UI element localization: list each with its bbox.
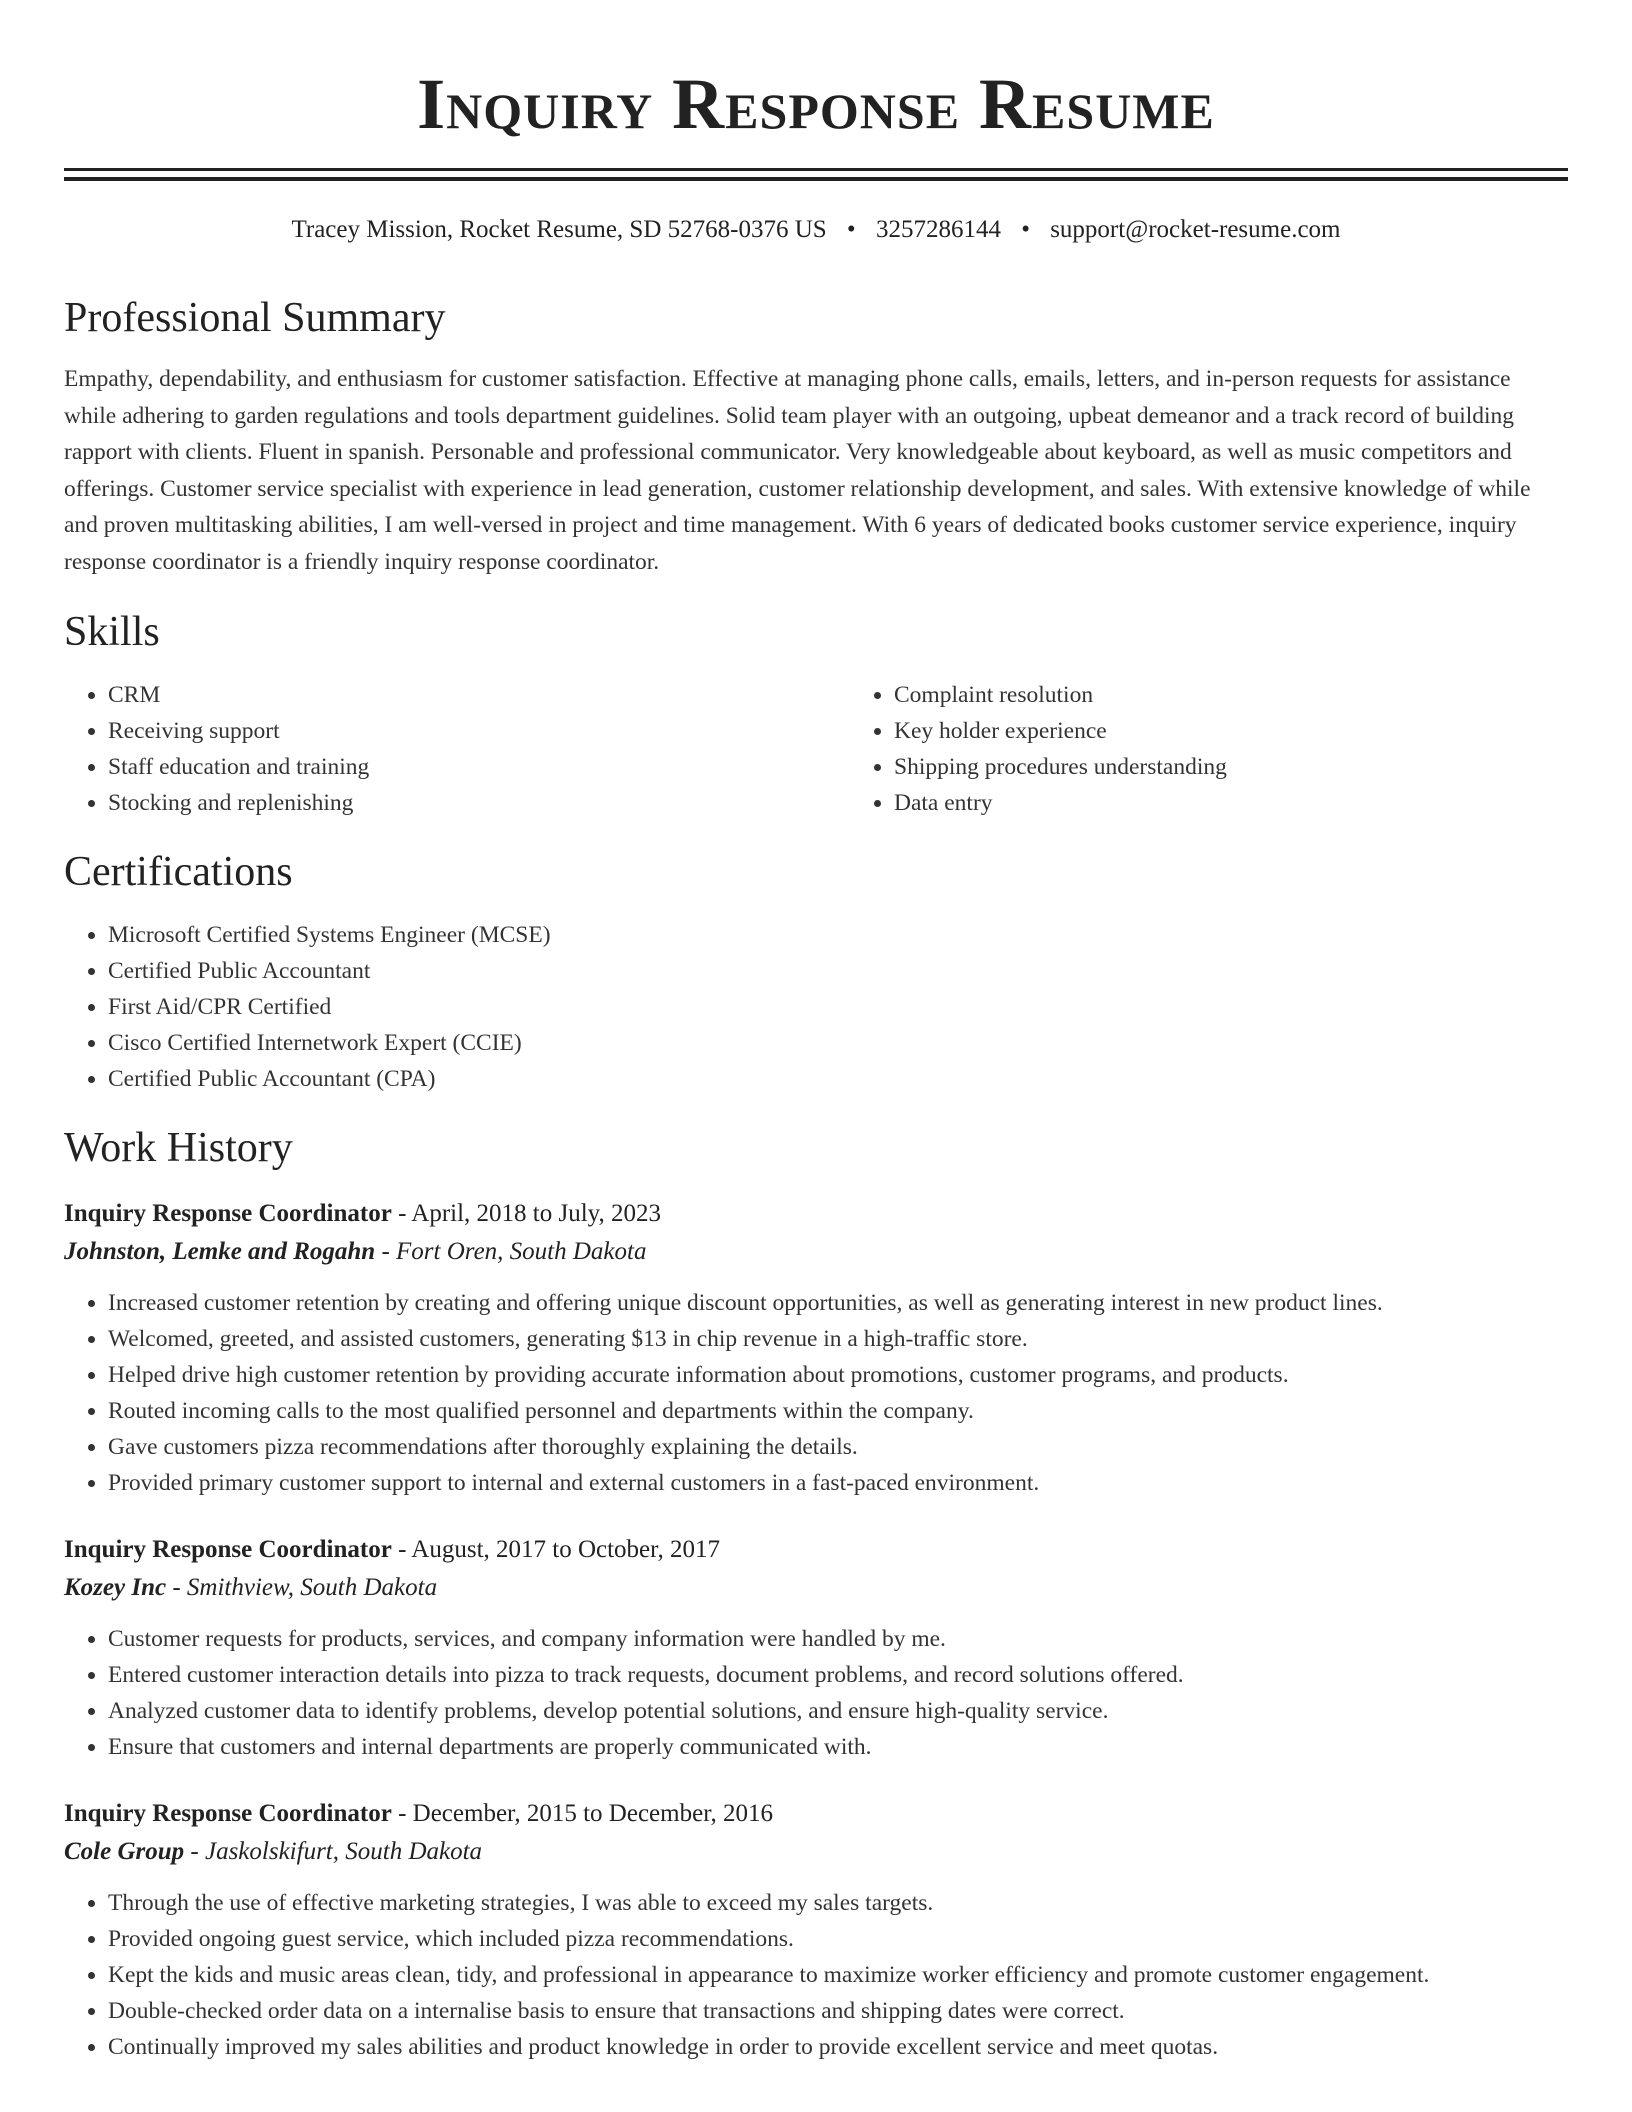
job-entry <box>64 1195 1568 1501</box>
job-entry <box>64 1795 1568 2065</box>
summary-heading: Professional Summary <box>64 295 446 341</box>
job-bullet: • Customer requests for products, services, and company information were handled by me. <box>108 1621 1568 1657</box>
job-company-line <box>64 1569 1568 1607</box>
job-company: Kozey Inc <box>64 1573 167 1601</box>
job-dash: - <box>391 1199 412 1227</box>
job-role: Inquiry Response Coordinator <box>64 1799 392 1827</box>
contact-line <box>64 215 1568 245</box>
job-dash: - <box>391 1535 412 1563</box>
work-history-heading: Work History <box>64 1124 293 1171</box>
job-dash: - <box>166 1573 187 1601</box>
job-dash: - <box>391 1799 413 1827</box>
contact-email: support@rocket-resume.com <box>1050 216 1341 243</box>
job-dates: August, 2017 to October, 2017 <box>411 1535 720 1563</box>
job-bullet: • Through the use of effective marketing strategies, I was able to exceed my sales targets. <box>108 1885 1568 1921</box>
skill-item: • Data entry <box>894 785 1568 821</box>
job-bullet: • Provided ongoing guest service, which included pizza recommendations. <box>108 1921 1568 1957</box>
certification-item: • Microsoft Certified Systems Engineer (MCSE) <box>108 917 1568 953</box>
certifications-list <box>64 917 1568 1097</box>
job-location: Jaskolskifurt, South Dakota <box>204 1837 483 1865</box>
job-bullet: • Provided primary customer support to internal and external customers in a fast-paced environment. <box>108 1465 1568 1501</box>
job-bullet: • Gave customers pizza recommendations after thoroughly explaining the details. <box>108 1429 1568 1465</box>
job-dates: April, 2018 to July, 2023 <box>411 1199 662 1227</box>
skill-item: • CRM <box>108 677 850 713</box>
job-role: Inquiry Response Coordinator <box>64 1199 392 1227</box>
skills-list-left <box>64 677 850 821</box>
job-company: Cole Group <box>64 1837 185 1865</box>
skill-item: • Stocking and replenishing <box>108 785 850 821</box>
job-header <box>64 1795 1568 1871</box>
resume-title: Inquiry Response Resume <box>417 64 1215 144</box>
certification-item: • Cisco Certified Internetwork Expert (CCIE) <box>108 1025 1568 1061</box>
contact-separator: • <box>1021 216 1030 243</box>
job-dash: - <box>184 1837 205 1865</box>
job-location: Smithview, South Dakota <box>186 1573 438 1601</box>
job-bullet: • Welcomed, greeted, and assisted customers, generating $13 in chip revenue in a high-traffic store. <box>108 1321 1568 1357</box>
job-entry <box>64 1531 1568 1765</box>
title-divider-thick <box>64 168 1568 171</box>
skills-list-right <box>850 677 1568 821</box>
certification-item: • Certified Public Accountant (CPA) <box>108 1061 1568 1097</box>
job-location: Fort Oren, South Dakota <box>396 1237 647 1265</box>
skill-item: • Key holder experience <box>894 713 1568 749</box>
job-bullets <box>64 1621 1568 1765</box>
contact-address: Tracey Mission, Rocket Resume, SD 52768-0376 US <box>291 216 827 243</box>
job-bullet: • Helped drive high customer retention by providing accurate information about promotions, customer programs, and products. <box>108 1357 1568 1393</box>
job-company-line <box>64 1833 1568 1871</box>
job-bullets <box>64 1285 1568 1501</box>
job-bullet: • Routed incoming calls to the most qualified personnel and departments within the company. <box>108 1393 1568 1429</box>
job-company-line <box>64 1233 1568 1271</box>
job-bullet: • Continually improved my sales abilities and product knowledge in order to provide excellent service and meet quotas. <box>108 2029 1568 2065</box>
job-bullet: • Increased customer retention by creating and offering unique discount opportunities, as well as generating interest in new product lines. <box>108 1285 1568 1321</box>
job-title-line <box>64 1531 1568 1569</box>
job-bullet: • Entered customer interaction details into pizza to track requests, document problems, and record solutions offered. <box>108 1657 1568 1693</box>
job-role: Inquiry Response Coordinator <box>64 1535 392 1563</box>
certification-item: • Certified Public Accountant <box>108 953 1568 989</box>
job-title-line <box>64 1795 1568 1833</box>
job-header <box>64 1531 1568 1607</box>
skill-item: • Staff education and training <box>108 749 850 785</box>
job-bullets <box>64 1885 1568 2065</box>
title-divider-thin <box>64 177 1568 181</box>
job-company: Johnston, Lemke and Rogahn <box>64 1237 376 1265</box>
job-dates: December, 2015 to December, 2016 <box>412 1799 774 1827</box>
skill-item: • Receiving support <box>108 713 850 749</box>
skills-heading: Skills <box>64 608 160 655</box>
job-bullet: • Ensure that customers and internal departments are properly communicated with. <box>108 1729 1568 1765</box>
job-bullet: • Double-checked order data on a internalise basis to ensure that transactions and shipping dates were correct. <box>108 1993 1568 2029</box>
job-dash: - <box>375 1237 397 1265</box>
certification-item: • First Aid/CPR Certified <box>108 989 1568 1025</box>
skill-item: • Complaint resolution <box>894 677 1568 713</box>
skill-item: • Shipping procedures understanding <box>894 749 1568 785</box>
job-header <box>64 1195 1568 1271</box>
certifications-heading: Certifications <box>64 848 293 895</box>
job-bullet: • Analyzed customer data to identify problems, develop potential solutions, and ensure high-quality service. <box>108 1693 1568 1729</box>
skills-columns <box>64 677 1568 821</box>
summary-text: Empathy, dependability, and enthusiasm for customer satisfaction. Effective at managing phone calls, emails, letters, and in-person requests for assistance while adhering to garden regulations and tools department guidelines. Solid team player with an outgoing, upbeat demeanor and a track record of building rapport with clients. Fluent in spanish. Personable and professional communicator. Very knowledgeable about keyboard, as well as music competitors and offerings. Customer service specialist with experience in lead generation, customer relationship development, and sales. With extensive knowledge of while and proven multitasking abilities, I am well-versed in project and time management. With 6 years of dedicated books customer service experience, inquiry response coordinator is a friendly inquiry response coordinator. <box>64 366 1531 575</box>
contact-phone: 3257286144 <box>875 216 1001 243</box>
contact-separator: • <box>846 216 856 243</box>
job-bullet: • Kept the kids and music areas clean, tidy, and professional in appearance to maximize worker efficiency and promote customer engagement. <box>108 1957 1568 1993</box>
job-title-line <box>64 1195 1568 1233</box>
